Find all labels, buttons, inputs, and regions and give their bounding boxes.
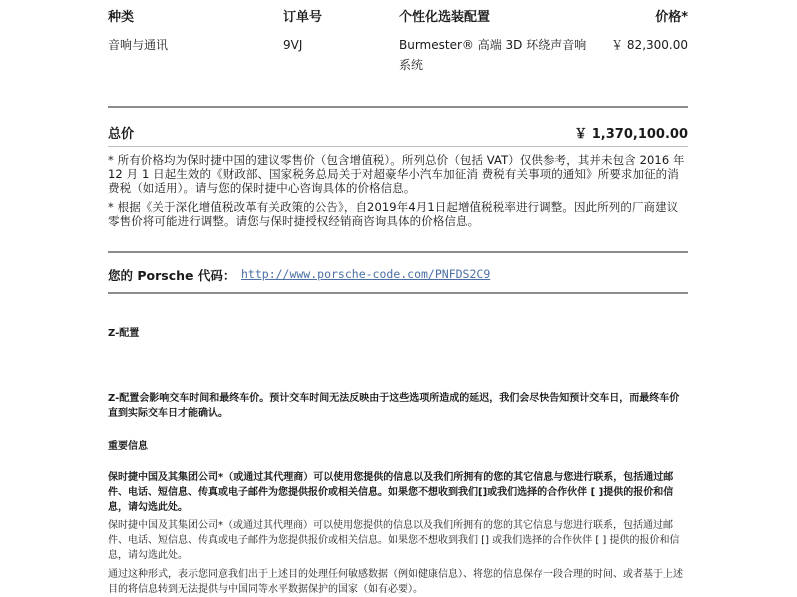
column-header-option: 个性化选装配置 xyxy=(399,10,491,25)
porsche-code-label: 您的 Porsche 代码： xyxy=(108,268,236,283)
porsche-code-link[interactable]: http://www.porsche-code.com/PNFDS2C9 xyxy=(241,267,491,281)
important-info-bold-paragraph: 保时捷中国及其集团公司*（或通过其代理商）可以使用您提供的信息以及我们所拥有的您的其它信息与您进行联系，包括通过邮件、电话、短信息、传真或电子邮件为您提供报价或相关信息。如果您不想收到我们[]或我们选择的合作伙伴 [ ]提供的报价和信息，请勾选此处。 xyxy=(108,472,674,513)
divider xyxy=(108,292,688,294)
total-label: 总价 xyxy=(108,127,135,142)
option-line-1: Burmester® 高端 3D 环绕声音响 xyxy=(399,38,587,52)
price-note-2: * 根据《关于深化增值税改革有关政策的公告》，自2019年4月1日起增值税税率进行调整。因此所列的厂商建议零售价将可能进行调整。请您与保时捷授权经销商咨询具体的价格信息。 xyxy=(108,200,679,228)
row-price-cell: ￥ 82,300.00 xyxy=(611,38,688,52)
divider xyxy=(108,146,688,147)
column-header-price: 价格* xyxy=(655,10,688,25)
important-info-paragraph: 保时捷中国及其集团公司*（或通过其代理商）可以使用您提供的信息以及我们所拥有的您的其它信息与您进行联系，包括通过邮件、电话、短信息、传真或电子邮件为您提供报价或相关信息。如果您不想收到我们 [] 或我们选择的合作伙伴 [ ] 提供的报价和信息，请勾选此处。 xyxy=(108,520,680,561)
row-option-cell xyxy=(399,37,604,73)
column-header-type: 种类 xyxy=(108,10,135,25)
important-info-heading: 重要信息 xyxy=(108,441,148,452)
price-note-1: * 所有价格均为保时捷中国的建议零售价（包含增值税）。所列总价（包括 VAT）仅供参考，其并未包含 2016 年 12 月 1 日起生效的《财政部、国家税务总局关于对超豪华小汽车加征消 费税有关事项的通知》所要求加征的消费税（如适用）。请与您的保时捷中心咨询具体的价格信息。 xyxy=(108,153,685,195)
row-type-cell: 音响与通讯 xyxy=(108,38,169,52)
total-value: ￥ 1,370,100.00 xyxy=(574,127,688,142)
z-config-heading: Z-配置 xyxy=(108,328,140,339)
column-header-order-number: 订单号 xyxy=(283,10,323,25)
divider xyxy=(108,251,688,253)
price-notes xyxy=(108,153,688,233)
divider xyxy=(108,106,688,108)
row-order-number-cell: 9VJ xyxy=(283,38,303,52)
option-line-2: 系统 xyxy=(399,58,424,72)
z-config-text: Z-配置会影响交车时间和最终车价。预计交车时间无法反映由于这些选项所造成的延迟，我们会尽快告知预计交车日，而最终车价直到实际交车日才能确认。 xyxy=(108,393,680,419)
consent-paragraph: 通过这种形式，表示您同意我们出于上述目的处理任何敏感数据（例如健康信息）、将您的信息保存一段合理的时间、或者基于上述目的将信息转到无法提供与中国同等水平数据保护的国家（如有必要）。 xyxy=(108,569,683,595)
